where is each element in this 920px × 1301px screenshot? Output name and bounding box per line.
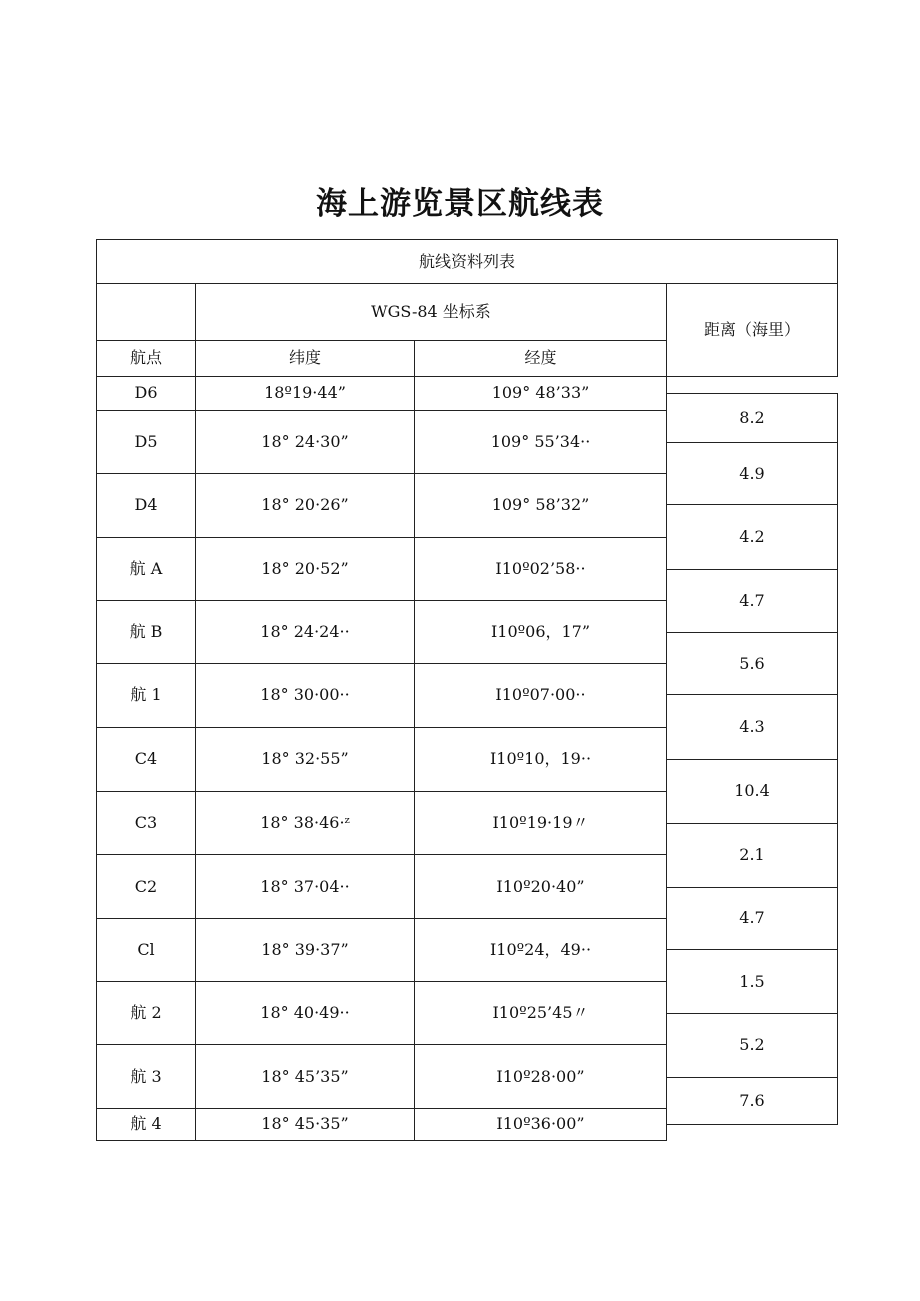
cell-distance: 4.7 [667, 887, 838, 949]
cell-point: D6 [97, 376, 196, 410]
distance-header: 距离（海里） [667, 284, 838, 377]
cell-lat: 18° 38·46·ᶻ [196, 791, 415, 854]
cell-lat: 18° 39·37” [196, 918, 415, 981]
cell-distance: 4.9 [667, 443, 838, 505]
cell-point: C4 [97, 727, 196, 791]
cell-lon: I10º07·00·· [415, 664, 667, 727]
cell-point: 航 3 [97, 1045, 196, 1108]
cell-lon: I10º25’45〃 [415, 982, 667, 1045]
cell-point: D5 [97, 410, 196, 473]
cell-distance: 7.6 [667, 1077, 838, 1124]
cell-point: 航 4 [97, 1108, 196, 1140]
cell-point: 航 B [97, 600, 196, 663]
cell-point: Cl [97, 918, 196, 981]
cell-distance: 1.5 [667, 949, 838, 1013]
point-header: 航点 [97, 340, 196, 376]
cell-distance: 4.2 [667, 505, 838, 569]
cell-lon: 109° 58’32” [415, 474, 667, 537]
cell-distance: 2.1 [667, 824, 838, 887]
cell-lon: I10º10，19·· [415, 727, 667, 791]
latitude-header: 纬度 [196, 340, 415, 376]
cell-distance: 5.6 [667, 633, 838, 695]
cell-lon: 109° 55’34·· [415, 410, 667, 473]
cell-distance: 5.2 [667, 1014, 838, 1077]
coord-system-header: WGS-84 坐标系 [196, 284, 667, 340]
cell-lon: I10º24，49·· [415, 918, 667, 981]
cell-lat: 18º19·44” [196, 376, 415, 410]
table-caption: 航线资料列表 [97, 240, 838, 284]
cell-lon: I10º19·19〃 [415, 791, 667, 854]
route-table [96, 239, 838, 1141]
cell-lon: I10º06，17” [415, 600, 667, 663]
document-title: 海上游览景区航线表 [316, 186, 604, 222]
cell-distance: 10.4 [667, 759, 838, 823]
cell-point: 航 A [97, 537, 196, 600]
cell-lat: 18° 20·26” [196, 474, 415, 537]
cell-lat: 18° 45·35” [196, 1108, 415, 1140]
cell-point: 航 2 [97, 982, 196, 1045]
cell-point: D4 [97, 474, 196, 537]
cell-lon: 109° 48’33” [415, 376, 667, 410]
cell-point: C3 [97, 791, 196, 854]
cell-lat: 18° 45’35” [196, 1045, 415, 1108]
longitude-header: 经度 [415, 340, 667, 376]
cell-lon: I10º20·40” [415, 855, 667, 918]
cell-lat: 18° 40·49·· [196, 982, 415, 1045]
empty-header-cell [97, 284, 196, 340]
cell-distance: 4.7 [667, 569, 838, 632]
cell-lat: 18° 32·55” [196, 727, 415, 791]
cell-lon: I10º28·00” [415, 1045, 667, 1108]
cell-lat: 18° 24·24·· [196, 600, 415, 663]
cell-lat: 18° 20·52” [196, 537, 415, 600]
cell-lon: I10º02’58·· [415, 537, 667, 600]
cell-lat: 18° 30·00·· [196, 664, 415, 727]
cell-distance: 8.2 [667, 393, 838, 442]
cell-lat: 18° 24·30” [196, 410, 415, 473]
cell-distance: 4.3 [667, 695, 838, 759]
cell-lon: I10º36·00” [415, 1108, 667, 1140]
cell-point: 航 1 [97, 664, 196, 727]
cell-lat: 18° 37·04·· [196, 855, 415, 918]
cell-point: C2 [97, 855, 196, 918]
